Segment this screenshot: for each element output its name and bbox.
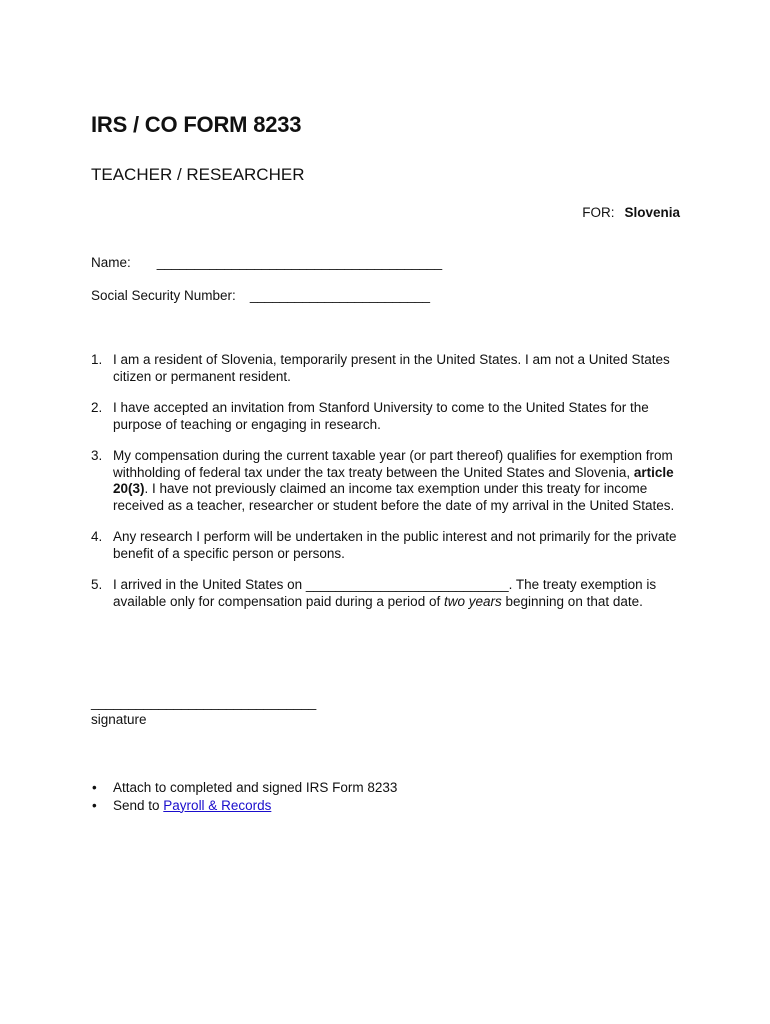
ssn-label: Social Security Number: bbox=[91, 288, 236, 303]
country-name: Slovenia bbox=[624, 205, 680, 220]
instruction-text: Attach to completed and signed IRS Form 8233 bbox=[113, 780, 398, 795]
form-subtitle: TEACHER / RESEARCHER bbox=[91, 165, 305, 184]
ssn-field-row bbox=[91, 288, 430, 303]
instruction-text: Send to bbox=[113, 797, 164, 813]
item-number: 1. bbox=[91, 352, 103, 367]
exemption-period: two years bbox=[443, 593, 502, 609]
item-number: 2. bbox=[91, 400, 103, 415]
bullet-icon: • bbox=[92, 780, 97, 795]
for-label: FOR: bbox=[582, 205, 615, 220]
statement-item-1 bbox=[91, 352, 681, 385]
ssn-blank-line[interactable]: ________________________ bbox=[249, 288, 431, 303]
payroll-records-link[interactable]: Payroll & Records bbox=[163, 797, 272, 813]
instruction-list bbox=[91, 779, 397, 814]
statement-list bbox=[91, 352, 681, 625]
statement-item-5 bbox=[91, 577, 681, 610]
signature-line[interactable]: ______________________________ bbox=[91, 695, 317, 710]
instruction-send bbox=[91, 797, 397, 815]
item-number: 3. bbox=[91, 448, 103, 463]
name-label: Name: bbox=[91, 255, 131, 270]
instruction-attach bbox=[91, 779, 397, 797]
bullet-icon: • bbox=[92, 797, 97, 813]
item-number: 4. bbox=[91, 529, 103, 544]
statement-item-2 bbox=[91, 400, 681, 433]
name-blank-line[interactable]: ______________________________________ bbox=[156, 255, 443, 270]
item-text-end: beginning on that date. bbox=[501, 593, 643, 609]
item-text: I have accepted an invitation from Stanford University to come to the United States for the purpose of teaching or engaging in research. bbox=[113, 400, 649, 432]
item-text: I am a resident of Slovenia, temporarily present in the United States. I am not a United States citizen or permanent resident. bbox=[113, 352, 670, 384]
form-title: IRS / CO FORM 8233 bbox=[91, 112, 302, 137]
item-text-end: . I have not previously claimed an income tax exemption under this treaty for income received as a teacher, researcher or student before the date of my arrival in the United States. bbox=[113, 481, 675, 513]
name-field-row bbox=[91, 255, 442, 270]
item-text-start: I arrived in the United States on ___________________________. The treaty exemption is available only for compensation paid during a period of bbox=[113, 577, 657, 609]
statement-item-3 bbox=[91, 448, 681, 514]
item-text: Any research I perform will be undertaken in the public interest and not primarily for the private benefit of a specific person or persons. bbox=[113, 529, 677, 561]
item-text-start: My compensation during the current taxable year (or part thereof) qualifies for exemption from withholding of federal tax under the tax treaty between the United States and Slovenia, bbox=[113, 448, 673, 480]
signature-label: signature bbox=[91, 712, 147, 727]
item-number: 5. bbox=[91, 577, 103, 592]
country-line bbox=[582, 205, 680, 220]
treaty-article: article 20(3) bbox=[113, 464, 674, 496]
statement-item-4 bbox=[91, 529, 681, 562]
